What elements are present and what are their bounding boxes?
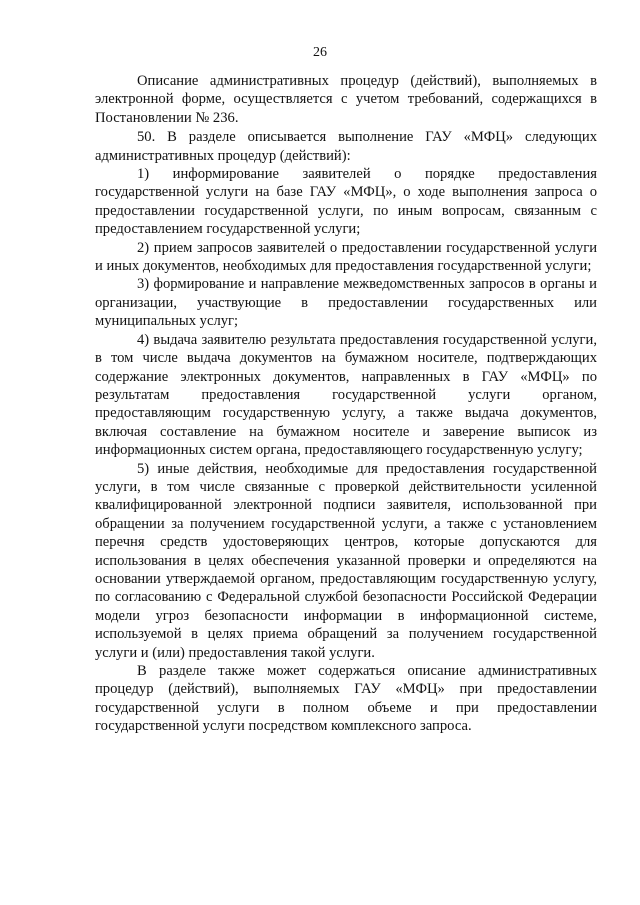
paragraph-section-50: 50. В разделе описывается выполнение ГАУ «МФЦ» следующих административных процедур (действий): bbox=[95, 129, 597, 164]
list-item-3-interagency-requests: 3) формирование и направление межведомственных запросов в органы и организации, участвующие в предоставлении государственных или муниципальных услуг; bbox=[95, 276, 597, 330]
document-body bbox=[95, 72, 597, 736]
list-item-1-informing: 1) информирование заявителей о порядке предоставления государственной услуги на базе ГАУ «МФЦ», о ходе выполнения запроса о предоставлении государственной услуги, по иным вопросам, связанным с предоставлением государственной услуги; bbox=[95, 166, 597, 238]
page-number: 26 bbox=[313, 45, 327, 60]
list-item-2-receiving-requests: 2) прием запросов заявителей о предоставлении государственной услуги и иных документов, необходимых для предоставления государственной услуги; bbox=[95, 239, 597, 275]
paragraph-electronic-procedures: Описание административных процедур (действий), выполняемых в электронной форме, осуществляется с учетом требований, содержащихся в Постановлении № 236. bbox=[95, 73, 597, 126]
list-item-5-other-actions: 5) иные действия, необходимые для предоставления государственной услуги, в том числе связанные с проверкой действительности усиленной квалифицированной электронной подписи заявителя, использованной при обращении за получением государственной услуги, а также с установлением перечня средств удостоверяющих центров, которые допускаются для использования в целях обеспечения указанной проверки и определяются на основании утверждаемой органом, предоставляющим государственную услугу, по согласованию с Федеральной службой безопасности Российской Федерации модели угроз безопасности информации в информационной системе, используемой в целях приема обращений за получением государственной услуги и (или) предоставления такой услуги. bbox=[95, 460, 597, 661]
paragraph-complex-request: В разделе также может содержаться описание административных процедур (действий), выполняемых ГАУ «МФЦ» при предоставлении государственной услуги в полном объеме и при предоставлении государственной услуги посредством комплексного запроса. bbox=[95, 663, 597, 735]
list-item-4-issuing-result: 4) выдача заявителю результата предоставления государственной услуги, в том числе выдача документов на бумажном носителе, подтверждающих содержание электронных документов, направленных в ГАУ «МФЦ» по результатам предоставления государственной услуги органом, предоставляющим государственную услугу, а также выдача документов, включая составление на бумажном носителе и заверение выписок из информационных систем органа, предоставляющего государственную услугу; bbox=[95, 331, 597, 459]
